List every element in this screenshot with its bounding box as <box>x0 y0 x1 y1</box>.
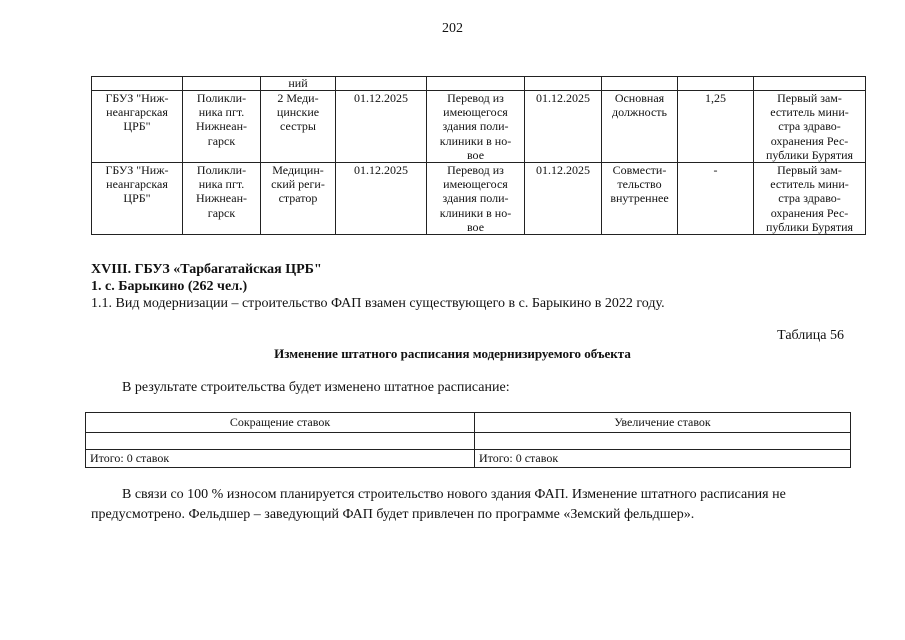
table-cell: ний <box>261 77 336 91</box>
table-cell: Перевод из имеющегося здания поли- клиники в но- вое <box>427 163 525 235</box>
table-cell: 01.12.2025 <box>525 91 602 163</box>
staff-transfer-table <box>91 76 866 235</box>
table-row <box>92 163 866 235</box>
table-cell <box>525 77 602 91</box>
table-row <box>86 413 851 433</box>
table-cell: 01.12.2025 <box>336 163 427 235</box>
table-cell: - <box>678 163 754 235</box>
column-header-reduction: Сокращение ставок <box>86 413 475 433</box>
table-cell <box>602 77 678 91</box>
table-cell <box>678 77 754 91</box>
table-cell: ГБУЗ "Ниж- неангарская ЦРБ" <box>92 163 183 235</box>
table-cell: ГБУЗ "Ниж- неангарская ЦРБ" <box>92 91 183 163</box>
table-cell: 1,25 <box>678 91 754 163</box>
section-heading: XVIII. ГБУЗ «Тарбагатайская ЦРБ" <box>91 262 322 277</box>
table-cell <box>427 77 525 91</box>
table-cell: Первый зам- еститель мини- стра здраво- охранения Рес- публики Бурятия <box>754 163 866 235</box>
table-cell: Основная должность <box>602 91 678 163</box>
total-increase: Итого: 0 ставок <box>475 450 851 468</box>
table-cell: Медицин- ский реги- стратор <box>261 163 336 235</box>
table-cell: 01.12.2025 <box>525 163 602 235</box>
table-cell: Поликли- ника пгт. Нижнеан- гарск <box>183 163 261 235</box>
section-paragraph: 1.1. Вид модернизации – строительство ФАП взамен существующего в с. Барыкино в 2022 году. <box>91 296 665 311</box>
table-row <box>86 450 851 468</box>
table-cell <box>86 433 475 450</box>
closing-paragraph: В связи со 100 % износом планируется строительство нового здания ФАП. Изменение штатного расписания не предусмотрено. Фельдшер – заведующий ФАП будет привлечен по программе «Земский фельдшер». <box>91 487 786 522</box>
table-cell: 01.12.2025 <box>336 91 427 163</box>
table-row <box>92 91 866 163</box>
table-cell: Совмести- тельство внутреннее <box>602 163 678 235</box>
table-row <box>86 433 851 450</box>
column-header-increase: Увеличение ставок <box>475 413 851 433</box>
table-cell <box>475 433 851 450</box>
table-number: Таблица 56 <box>777 328 844 343</box>
table-cell <box>183 77 261 91</box>
table-cell <box>92 77 183 91</box>
total-reduction: Итого: 0 ставок <box>86 450 475 468</box>
table-row <box>92 77 866 91</box>
table-cell: Поликли- ника пгт. Нижнеан- гарск <box>183 91 261 163</box>
section-subheading: 1. с. Барыкино (262 чел.) <box>91 279 248 294</box>
staff-change-table <box>85 412 851 468</box>
intro-text: В результате строительства будет изменено штатное расписание: <box>122 380 510 395</box>
table-cell: Перевод из имеющегося здания поли- клиники в но- вое <box>427 91 525 163</box>
table-cell <box>754 77 866 91</box>
table-caption: Изменение штатного расписания модернизируемого объекта <box>274 346 631 361</box>
table-cell <box>336 77 427 91</box>
page-number: 202 <box>442 21 463 36</box>
table-cell: Первый зам- еститель мини- стра здраво- охранения Рес- публики Бурятия <box>754 91 866 163</box>
table-cell: 2 Меди- цинские сестры <box>261 91 336 163</box>
